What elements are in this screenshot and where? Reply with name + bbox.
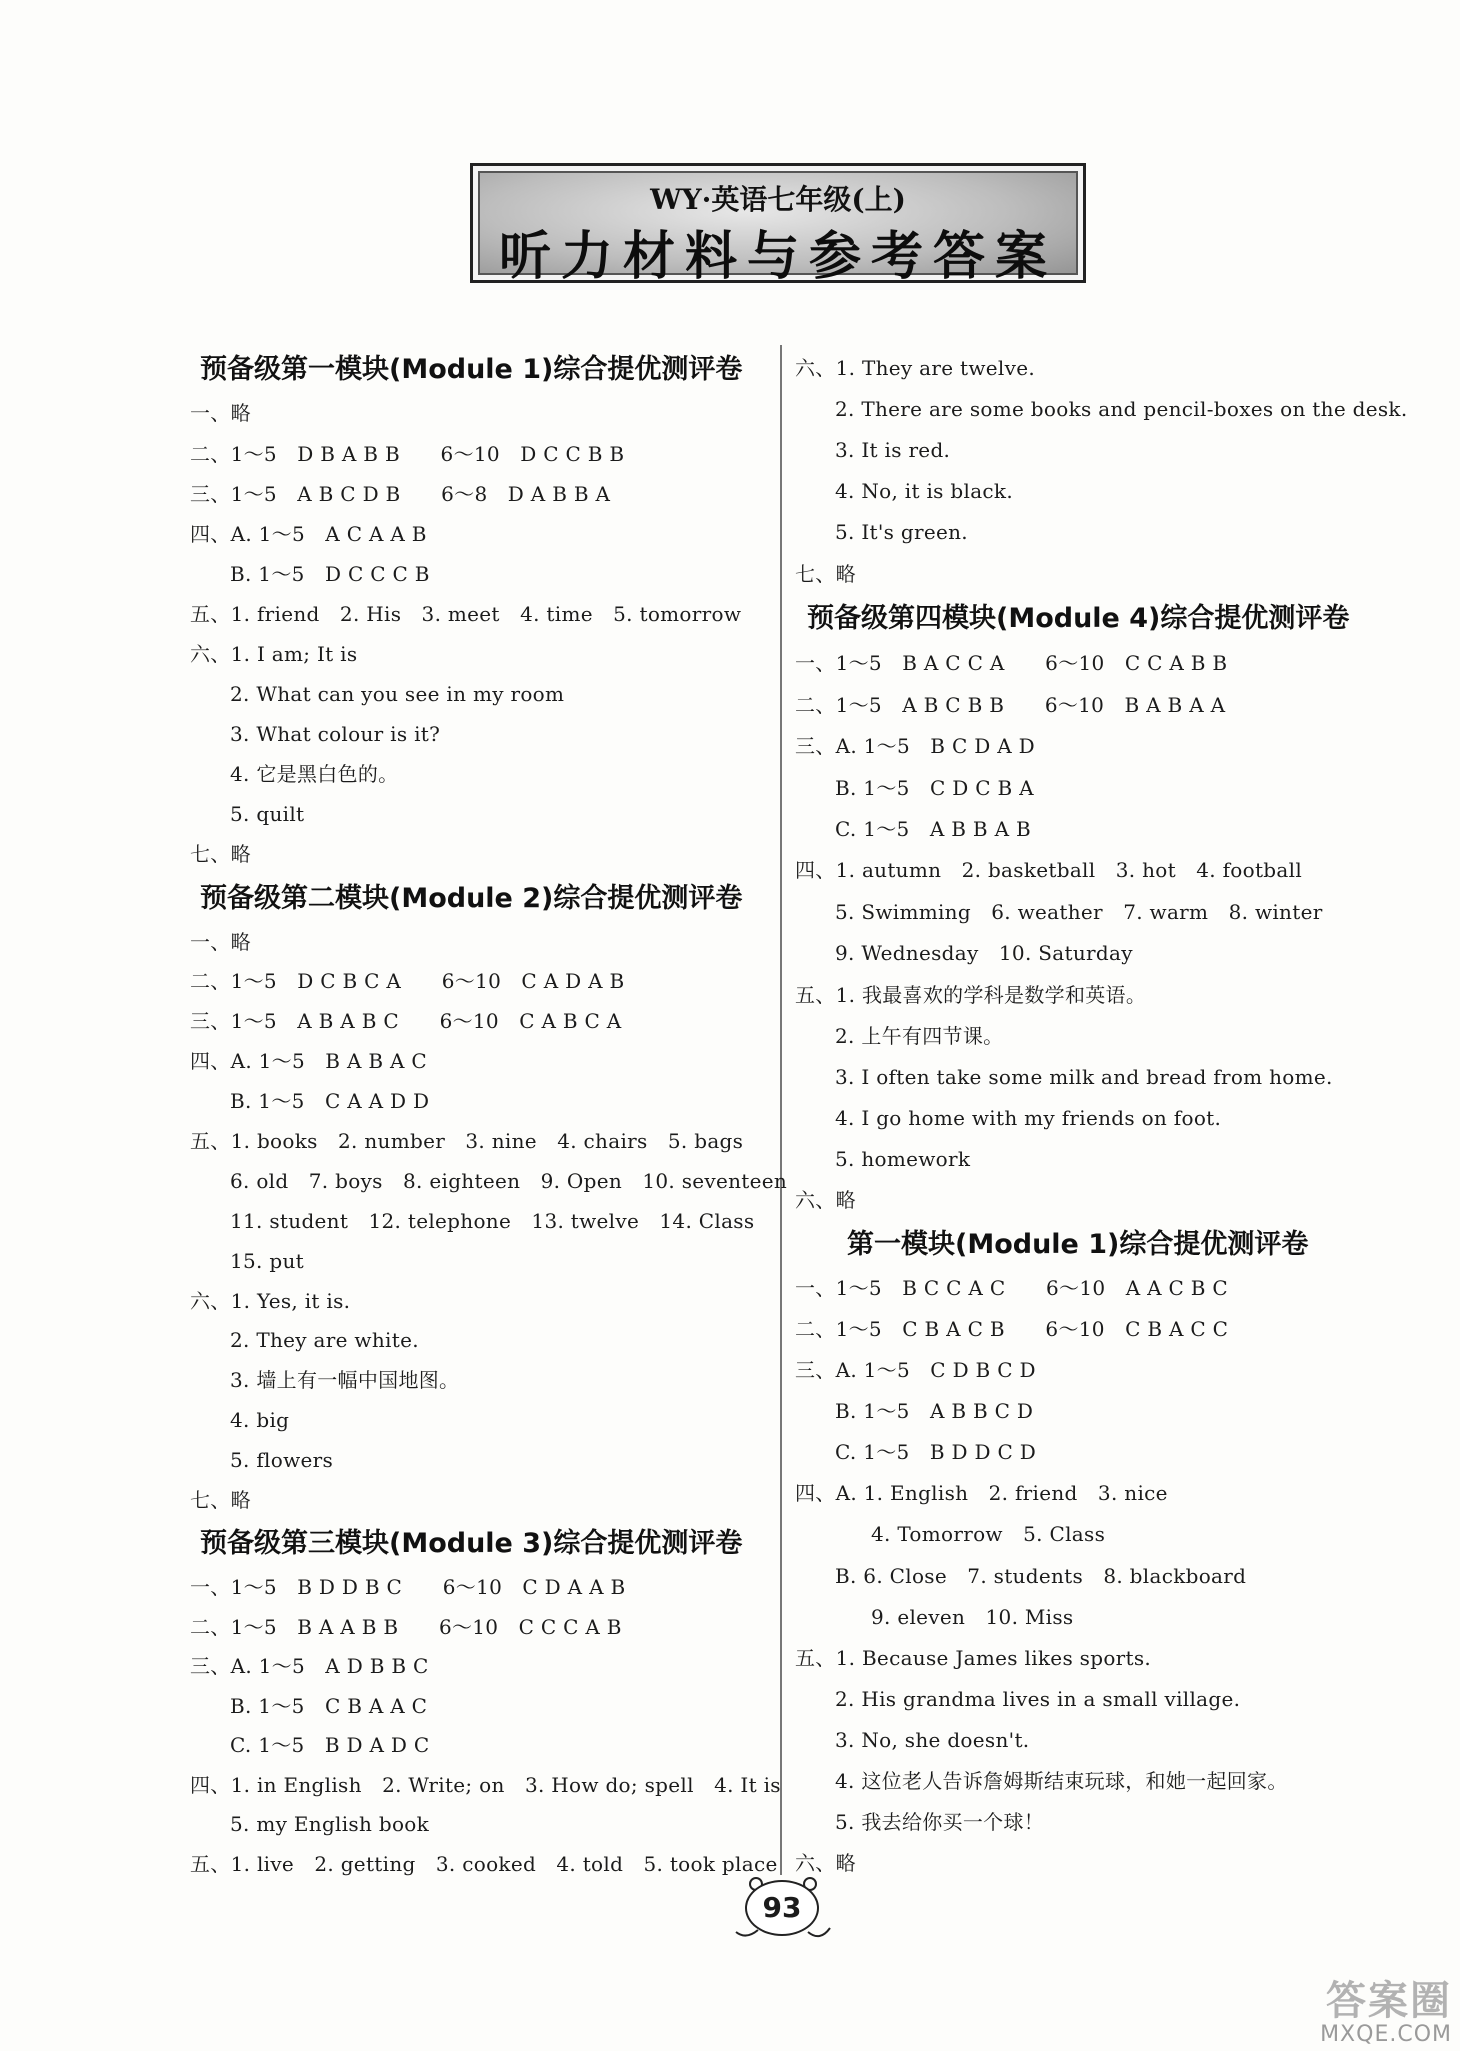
answer-line: 4. I go home with my friends on foot. (835, 1106, 1222, 1130)
answer-line: 11. student 12. telephone 13. twelve 14. Class (230, 1209, 755, 1233)
answer-line: 七、略 (190, 842, 251, 866)
answer-line: 4. 这位老人告诉詹姆斯结束玩球，和她一起回家。 (835, 1769, 1288, 1793)
answer-line: 2. 上午有四节课。 (835, 1024, 1004, 1048)
answer-line: 六、1. I am; It is (190, 642, 358, 666)
answer-line: 3. 墙上有一幅中国地图。 (230, 1368, 460, 1392)
answer-line: 5. It's green. (835, 520, 968, 544)
watermark-url: MXQE.COM (1320, 2022, 1452, 2047)
answer-line: C. 1～5 A B B A B (835, 817, 1031, 841)
answer-line: 4. No, it is black. (835, 479, 1014, 503)
answer-line: 二、1～5 B A A B B 6～10 C C C A B (190, 1615, 622, 1639)
watermark-logo: 答案圈 (1326, 1978, 1452, 2024)
answer-line: 六、1. Yes, it is. (190, 1289, 351, 1313)
answer-line: B. 1～5 A B B C D (835, 1399, 1034, 1423)
answer-line: 5. quilt (230, 802, 305, 826)
answer-line: 3. I often take some milk and bread from home. (835, 1065, 1333, 1089)
answer-line: 五、1. 我最喜欢的学科是数学和英语。 (795, 983, 1147, 1007)
answer-line: 二、1～5 D B A B B 6～10 D C C B B (190, 442, 625, 466)
answer-line: 一、1～5 B C C A C 6～10 A A C B C (795, 1276, 1229, 1300)
banner-subtitle: WY·英语七年级(上) (650, 183, 906, 216)
section-title: 预备级第四模块(Module 4)综合提优测评卷 (807, 603, 1350, 634)
answer-line: 五、1. books 2. number 3. nine 4. chairs 5. bags (190, 1129, 744, 1153)
column-divider (780, 345, 782, 1875)
answer-line: 七、略 (190, 1488, 251, 1512)
answer-line: B. 1～5 D C C C B (230, 562, 430, 586)
section-title: 第一模块(Module 1)综合提优测评卷 (847, 1229, 1309, 1260)
watermark (1320, 1969, 1452, 2047)
answer-line: 四、A. 1～5 A C A A B (190, 522, 427, 546)
answer-line: 五、1. live 2. getting 3. cooked 4. told 5. took place (190, 1852, 778, 1876)
answer-line: 2. His grandma lives in a small village. (835, 1687, 1241, 1711)
answer-line: 五、1. friend 2. His 3. meet 4. time 5. tomorrow (190, 602, 742, 626)
section-title: 预备级第二模块(Module 2)综合提优测评卷 (200, 883, 743, 914)
title-banner (470, 163, 1086, 287)
answer-line: 六、略 (795, 1851, 856, 1875)
answer-line: 9. Wednesday 10. Saturday (835, 941, 1133, 965)
answer-line: 3. It is red. (835, 438, 951, 462)
answer-line: 四、1. in English 2. Write; on 3. How do; spell 4. It is (190, 1773, 781, 1797)
answer-line: 三、A. 1～5 B C D A D (795, 734, 1035, 758)
answer-line: 2. What can you see in my room (230, 682, 565, 706)
answer-line: C. 1～5 B D D C D (835, 1440, 1037, 1464)
answer-line: 三、A. 1～5 C D B C D (795, 1358, 1036, 1382)
answer-line: 七、略 (795, 562, 856, 586)
answer-line: B. 1～5 C D C B A (835, 776, 1034, 800)
answer-line: 5. flowers (230, 1448, 334, 1472)
answer-line: 4. 它是黑白色的。 (230, 762, 399, 786)
answer-line: 四、1. autumn 2. basketball 3. hot 4. football (795, 858, 1303, 882)
answer-line: 2. They are white. (230, 1328, 419, 1352)
answer-line: 3. No, she doesn't. (835, 1728, 1030, 1752)
answer-line: 六、略 (795, 1188, 856, 1212)
answer-line: 5. my English book (230, 1812, 430, 1836)
answer-line: B. 1～5 C A A D D (230, 1089, 430, 1113)
answer-line: 4. Tomorrow 5. Class (871, 1522, 1106, 1546)
answer-line: 二、1～5 D C B C A 6～10 C A D A B (190, 969, 625, 993)
answer-line: 一、1～5 B D D B C 6～10 C D A A B (190, 1575, 626, 1599)
answer-line: C. 1～5 B D A D C (230, 1733, 430, 1757)
answer-line: 5. Swimming 6. weather 7. warm 8. winter (835, 900, 1323, 924)
answer-line: 四、A. 1. English 2. friend 3. nice (795, 1481, 1168, 1505)
answer-line: 3. What colour is it? (230, 722, 441, 746)
answer-line: 6. old 7. boys 8. eighteen 9. Open 10. seventeen (230, 1169, 788, 1193)
answer-line: 二、1～5 A B C B B 6～10 B A B A A (795, 693, 1226, 717)
answer-line: 一、1～5 B A C C A 6～10 C C A B B (795, 651, 1228, 675)
answer-line: 一、略 (190, 401, 251, 425)
answer-line: 5. 我去给你买一个球！ (835, 1810, 1045, 1834)
page-number: 93 (745, 1880, 819, 1936)
answer-line: 2. There are some books and pencil-boxes on the desk. (835, 397, 1408, 421)
section-title: 预备级第一模块(Module 1)综合提优测评卷 (200, 354, 743, 385)
answer-line: 9. eleven 10. Miss (871, 1605, 1074, 1629)
answer-line: 5. homework (835, 1147, 971, 1171)
answer-line: 一、略 (190, 930, 251, 954)
answer-line: 四、A. 1～5 B A B A C (190, 1049, 428, 1073)
answer-line: 三、1～5 A B C D B 6～8 D A B B A (190, 482, 611, 506)
answer-line: 4. big (230, 1408, 290, 1432)
section-title: 预备级第三模块(Module 3)综合提优测评卷 (200, 1528, 743, 1559)
answer-line: 五、1. Because James likes sports. (795, 1646, 1152, 1670)
answer-line: 二、1～5 C B A C B 6～10 C B A C C (795, 1317, 1229, 1341)
banner-title: 听力材料与参考答案 (498, 226, 1057, 287)
answer-line: 三、A. 1～5 A D B B C (190, 1654, 429, 1678)
answer-line: 15. put (230, 1249, 304, 1273)
answer-line: 三、1～5 A B A B C 6～10 C A B C A (190, 1009, 622, 1033)
answer-line: B. 6. Close 7. students 8. blackboard (835, 1564, 1247, 1588)
answer-line: B. 1～5 C B A A C (230, 1694, 428, 1718)
answer-line: 六、1. They are twelve. (795, 356, 1036, 380)
